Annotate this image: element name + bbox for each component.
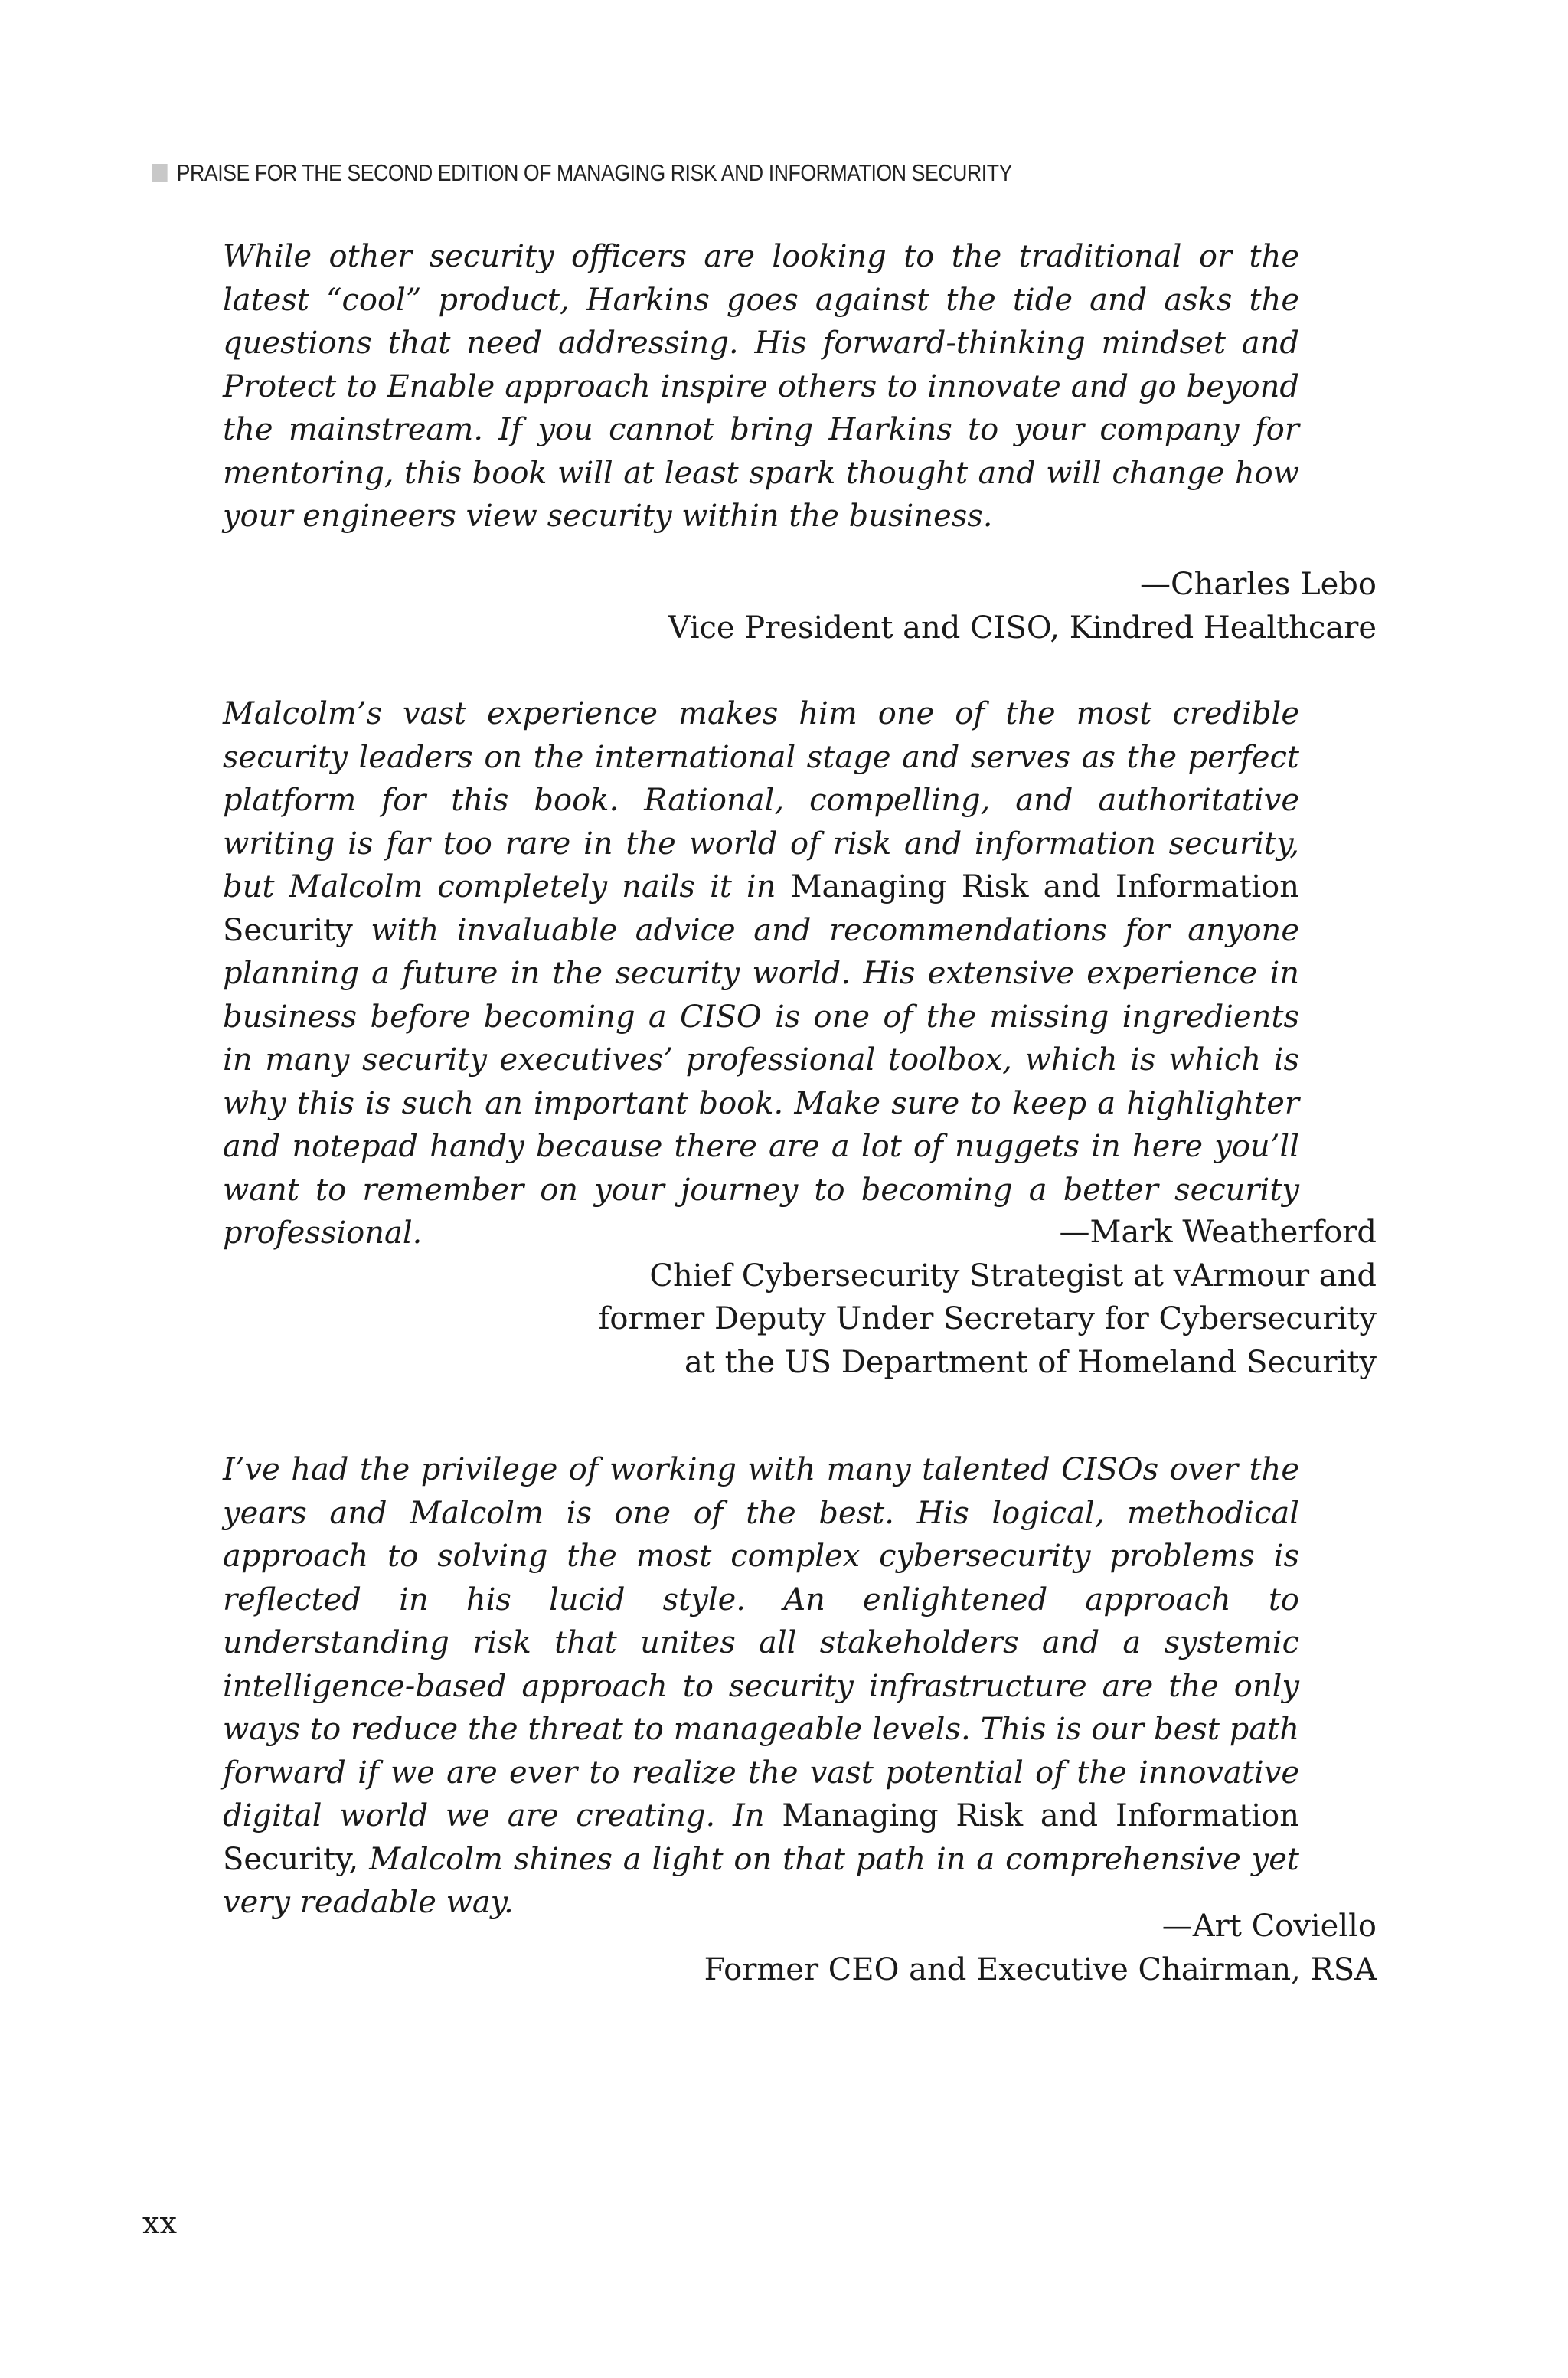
testimonial-1-name: —Charles Lebo <box>1140 567 1377 602</box>
testimonial-1-attribution <box>668 563 1377 649</box>
testimonial-1-title-line-1: Vice President and CISO, Kindred Healthcare <box>668 610 1377 646</box>
testimonial-3-title-line-1: Former CEO and Executive Chairman, RSA <box>704 1951 1377 1987</box>
testimonial-3-attribution <box>704 1905 1377 1991</box>
square-bullet-icon <box>152 164 168 182</box>
testimonial-3-quote <box>223 1448 1299 1925</box>
page-number: xx <box>142 2206 178 2241</box>
testimonial-3-quote-before: I’ve had the privilege of working with many talented CISOs over the years and Malcolm is one of the best. His logical, methodical approach to solving the most complex cybersecurity problems is reflected in his lucid style. An enlightened approach to understanding risk that unites all stakeholders and a systemic intelligence-based approach to security infrastructure are the only ways to reduce the threat to manageable levels. This is our best path forward if we are ever to realize the vast potential of the innovative digital world we are creating. In <box>223 1452 1299 1833</box>
testimonial-2-title-line-2: former Deputy Under Secretary for Cybersecurity <box>598 1301 1377 1336</box>
testimonial-2-title-line-3: at the US Department of Homeland Security <box>684 1344 1377 1380</box>
testimonial-2-title-line-1: Chief Cybersecurity Strategist at vArmour and <box>649 1258 1377 1294</box>
testimonial-1-quote <box>223 235 1299 538</box>
testimonial-3-book-title: Managing Risk and Information Security, <box>223 1798 1300 1877</box>
testimonial-2-quote-after: with invaluable advice and recommendations for anyone planning a future in the security world. His extensive experience in business before becoming a CISO is one of the missing ingredients in many security executives’ professional toolbox, which is which is why this is such an important book. Make sure to keep a highlighter and notepad handy because there are a lot of nuggets in here you’ll want to remember on your journey to becoming a better security professional. <box>223 912 1299 1251</box>
testimonial-2-attribution <box>599 1211 1377 1384</box>
testimonial-2-name: —Mark Weatherford <box>1059 1215 1377 1250</box>
testimonial-2-quote <box>223 692 1299 1255</box>
running-head <box>152 158 1012 188</box>
testimonial-2-book-title: Managing Risk and Information Security <box>223 869 1299 948</box>
testimonial-2-quote-before: Malcolm’s vast experience makes him one of the most credible security leaders on the international stage and serves as the perfect platform for this book. Rational, compelling, and authoritative writing is far too rare in the world of risk and information security, but Malcolm completely nails it in <box>223 696 1299 904</box>
running-head-text: PRAISE FOR THE SECOND EDITION OF MANAGING RISK AND INFORMATION SECURITY <box>176 159 1012 186</box>
testimonial-3-quote-after: Malcolm shines a light on that path in a comprehensive yet very readable way. <box>223 1841 1300 1920</box>
testimonial-1-quote-text: While other security officers are looking to the traditional or the latest “cool” product, Harkins goes against the tide and asks the questions that need addressing. His forward-thinking mindset and Protect to Enable approach inspire others to innovate and go beyond the mainstream. If you cannot bring Harkins to your company for mentoring, this book will at least spark thought and will change how your engineers view security within the business. <box>223 239 1299 534</box>
testimonial-3-name: —Art Coviello <box>1161 1909 1377 1944</box>
